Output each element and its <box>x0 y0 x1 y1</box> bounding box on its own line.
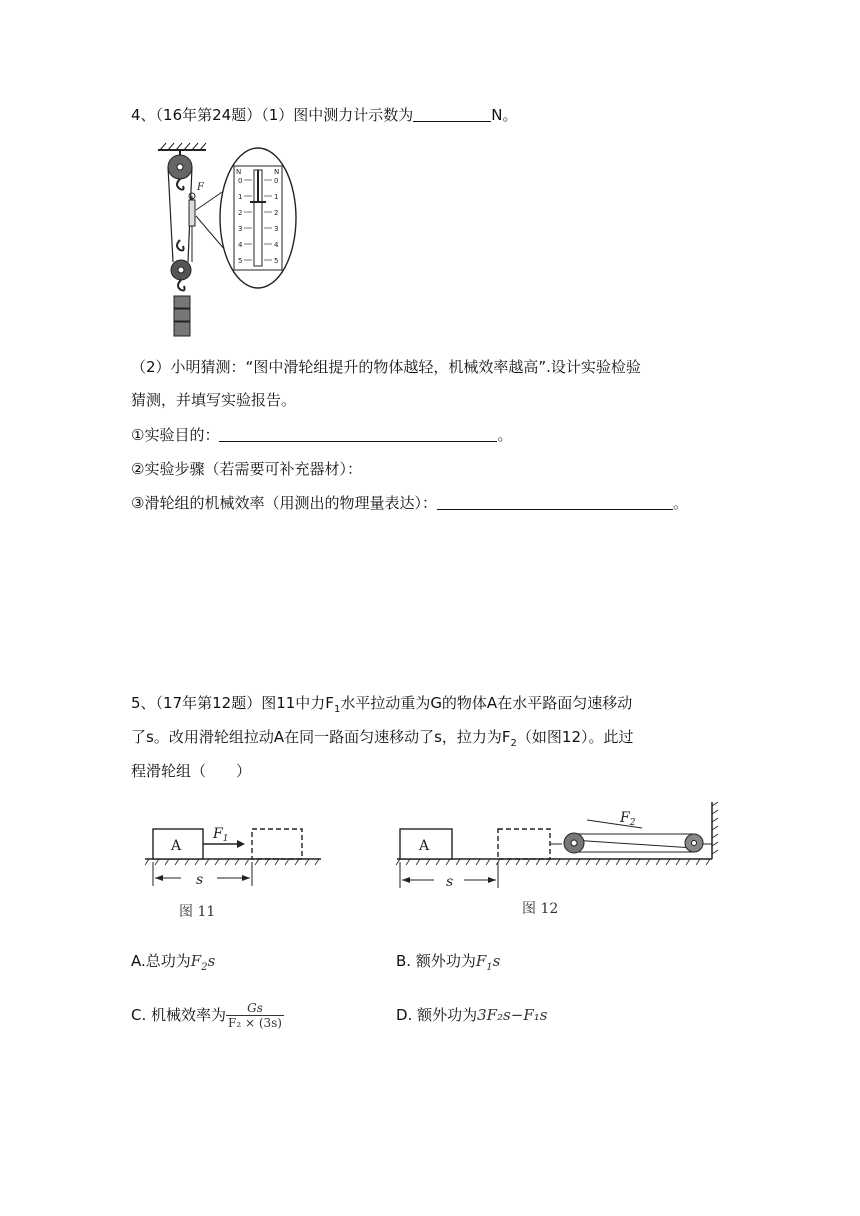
block-a-label: A <box>171 838 182 854</box>
scale-tick-left-3: 3 <box>238 225 243 233</box>
efficiency-fraction: $\frac{Gs}{\text{F₂ × (3s)}}$ <box>228 1001 282 1030</box>
purpose-blank[interactable] <box>219 425 497 442</box>
scale-tick-left-4: 4 <box>238 241 243 249</box>
figure-12 <box>392 800 722 925</box>
answer-blank[interactable] <box>413 105 491 122</box>
q5-line3: 程滑轮组（ ） <box>131 762 252 780</box>
scale-unit-left: N <box>236 168 242 176</box>
q4-line6: ③滑轮组的机械效率（用测出的物理量表达）： 。 <box>131 494 688 512</box>
distance-s-label-12: s <box>446 874 454 890</box>
scale-tick-right-5: 5 <box>274 257 279 265</box>
scale-tick-left-0: 0 <box>238 177 243 185</box>
q5-line1: 5、（17年第12题）图11中力$F_1$水平拉动重为G的物体A在水平路面匀速移动 <box>131 694 633 715</box>
distance-s-label: s <box>196 872 204 888</box>
q4-line5: ②实验步骤（若需要可补充器材）： <box>131 460 362 478</box>
q4-prompt: 4、（16年第24题）（1）图中测力计示数为 <box>131 106 414 124</box>
scale-tick-right-1: 1 <box>274 193 279 201</box>
scale-unit-right: N <box>274 168 280 176</box>
force-f1-label: $F_1$ <box>213 826 229 844</box>
scale-tick-left-2: 2 <box>238 209 243 217</box>
q4-line1: 4、（16年第24题）（1）图中测力计示数为 N。 <box>131 106 518 124</box>
scale-tick-right-0: 0 <box>274 177 279 185</box>
option-c[interactable]: C. 机械效率为 $\frac{Gs}{\text{F₂ × (3s)}}$ <box>131 1001 282 1030</box>
block-a-label-12: A <box>419 838 430 854</box>
q4-line3: 猜测，并填写实验报告。 <box>131 391 297 409</box>
pulley-scale-figure <box>150 140 300 340</box>
q5-line2: 了s。改用滑轮组拉动A在同一路面匀速移动了s，拉力为$F_2$（如图12）。此过 <box>131 728 634 749</box>
option-b[interactable]: B. 额外功为$F_1s$ <box>396 952 501 973</box>
option-d[interactable]: D. 额外功为3F₂s−F₁s <box>396 1006 548 1024</box>
force-label-f: F <box>197 182 204 193</box>
q4-line2: （2）小明猜测：“图中滑轮组提升的物体越轻，机械效率越高”.设计实验检验 <box>131 358 641 376</box>
figure-12-caption: 图 12 <box>522 901 559 917</box>
option-a[interactable]: A.总功为$F_2s$ <box>131 952 216 973</box>
q4-line4: ①实验目的： 。 <box>131 426 513 444</box>
scale-tick-right-4: 4 <box>274 241 279 249</box>
force-f2-label: $F_2$ <box>620 810 636 828</box>
scale-tick-left-5: 5 <box>238 257 243 265</box>
figure-11 <box>145 810 335 925</box>
efficiency-blank[interactable] <box>437 493 673 510</box>
figure-11-caption: 图 11 <box>179 904 216 920</box>
scale-tick-right-2: 2 <box>274 209 279 217</box>
scale-tick-right-3: 3 <box>274 225 279 233</box>
scale-tick-left-1: 1 <box>238 193 243 201</box>
